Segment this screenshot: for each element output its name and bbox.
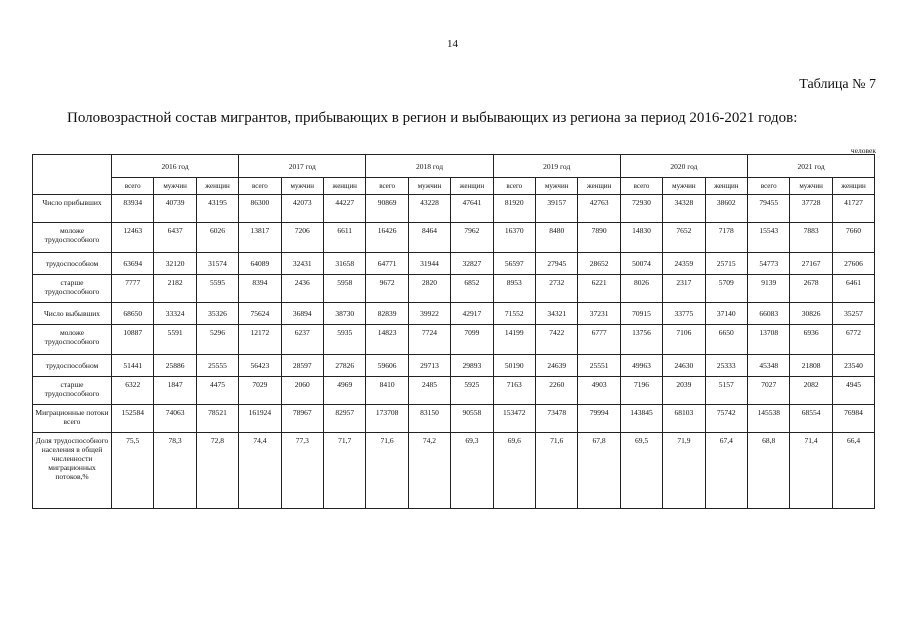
table-cell: 86300 [239, 195, 281, 223]
table-cell: 28652 [578, 253, 620, 275]
table-cell: 82957 [323, 405, 365, 433]
table-cell: 37728 [790, 195, 832, 223]
table-cell: 41727 [832, 195, 874, 223]
table-cell: 38602 [705, 195, 747, 223]
table-cell: 34328 [663, 195, 705, 223]
table-cell: 6437 [154, 223, 196, 253]
table-cell: 31574 [196, 253, 238, 275]
sub-header: всего [366, 178, 408, 195]
table-cell: 66,4 [832, 433, 874, 509]
table-cell: 7660 [832, 223, 874, 253]
table-cell: 8464 [408, 223, 450, 253]
table-cell: 71,9 [663, 433, 705, 509]
table-cell: 6026 [196, 223, 238, 253]
table-cell: 24359 [663, 253, 705, 275]
table-cell: 56423 [239, 355, 281, 377]
table-cell: 82839 [366, 303, 408, 325]
table-cell: 25715 [705, 253, 747, 275]
table-cell: 14830 [620, 223, 662, 253]
table-cell: 49963 [620, 355, 662, 377]
table-cell: 1847 [154, 377, 196, 405]
table-cell: 6772 [832, 325, 874, 355]
table-row [33, 303, 875, 325]
table-cell: 35326 [196, 303, 238, 325]
sub-header: мужчин [663, 178, 705, 195]
table-cell: 30826 [790, 303, 832, 325]
table-cell: 83934 [112, 195, 154, 223]
table-cell: 27826 [323, 355, 365, 377]
table-cell: 9139 [748, 275, 790, 303]
table-cell: 5925 [451, 377, 493, 405]
table-cell: 6611 [323, 223, 365, 253]
table-cell: 71,6 [536, 433, 578, 509]
table-cell: 2317 [663, 275, 705, 303]
table-cell: 8394 [239, 275, 281, 303]
table-cell: 81920 [493, 195, 535, 223]
sub-header: женщин [578, 178, 620, 195]
page-number: 14 [447, 38, 458, 50]
table-cell: 40739 [154, 195, 196, 223]
table-cell: 32120 [154, 253, 196, 275]
table-cell: 33775 [663, 303, 705, 325]
table-cell: 25551 [578, 355, 620, 377]
table-cell: 37231 [578, 303, 620, 325]
table-cell: 32431 [281, 253, 323, 275]
table-cell: 13756 [620, 325, 662, 355]
table-cell: 39922 [408, 303, 450, 325]
table-label: Таблица № 7 [799, 77, 876, 92]
table-cell: 16426 [366, 223, 408, 253]
table-cell: 64089 [239, 253, 281, 275]
table-cell: 25555 [196, 355, 238, 377]
row-label: Число выбывших [33, 303, 112, 325]
table-cell: 2060 [281, 377, 323, 405]
table-cell: 2732 [536, 275, 578, 303]
table-cell: 4945 [832, 377, 874, 405]
table-cell: 7883 [790, 223, 832, 253]
table-cell: 90869 [366, 195, 408, 223]
table-cell: 64771 [366, 253, 408, 275]
table-cell: 59606 [366, 355, 408, 377]
table-cell: 4475 [196, 377, 238, 405]
row-label: старше трудоспособного [33, 377, 112, 405]
table-cell: 66083 [748, 303, 790, 325]
table-cell: 24639 [536, 355, 578, 377]
table-cell: 2678 [790, 275, 832, 303]
sub-header: женщин [196, 178, 238, 195]
table-cell: 56597 [493, 253, 535, 275]
table-cell: 5958 [323, 275, 365, 303]
sub-header: женщин [451, 178, 493, 195]
table-cell: 31658 [323, 253, 365, 275]
table-cell: 4969 [323, 377, 365, 405]
unit-label: человек [850, 146, 876, 155]
year-header: 2020 год [620, 155, 747, 178]
table-cell: 2039 [663, 377, 705, 405]
table-cell: 28597 [281, 355, 323, 377]
table-cell: 42073 [281, 195, 323, 223]
table-row [33, 223, 875, 253]
table-cell: 54773 [748, 253, 790, 275]
table-cell: 74,2 [408, 433, 450, 509]
table-row [33, 195, 875, 223]
sub-header: женщин [705, 178, 747, 195]
year-header: 2016 год [112, 155, 239, 178]
table-cell: 5157 [705, 377, 747, 405]
row-label: трудоспособном [33, 355, 112, 377]
sub-header: мужчин [408, 178, 450, 195]
table-cell: 35257 [832, 303, 874, 325]
table-cell: 67,8 [578, 433, 620, 509]
sub-header: мужчин [154, 178, 196, 195]
sub-header: всего [748, 178, 790, 195]
table-cell: 5595 [196, 275, 238, 303]
table-cell: 29713 [408, 355, 450, 377]
table-cell: 70915 [620, 303, 662, 325]
table-cell: 10887 [112, 325, 154, 355]
table-cell: 33324 [154, 303, 196, 325]
table-cell: 8953 [493, 275, 535, 303]
table-cell: 7178 [705, 223, 747, 253]
table-cell: 7027 [748, 377, 790, 405]
table-cell: 74063 [154, 405, 196, 433]
table-cell: 69,3 [451, 433, 493, 509]
row-label: моложе трудоспособного [33, 325, 112, 355]
row-label: моложе трудоспособного [33, 223, 112, 253]
table-cell: 6322 [112, 377, 154, 405]
table-cell: 8480 [536, 223, 578, 253]
table-cell: 9672 [366, 275, 408, 303]
table-cell: 7206 [281, 223, 323, 253]
document-title: Половозрастной состав мигрантов, прибывающих в регион и выбывающих из региона за период 2016-2021 годов: [67, 110, 798, 126]
table-cell: 25886 [154, 355, 196, 377]
year-header: 2021 год [748, 155, 875, 178]
table-cell: 173708 [366, 405, 408, 433]
table-cell: 32827 [451, 253, 493, 275]
table-cell: 25333 [705, 355, 747, 377]
table-cell: 72930 [620, 195, 662, 223]
table-cell: 152584 [112, 405, 154, 433]
table-cell: 50190 [493, 355, 535, 377]
table-cell: 8026 [620, 275, 662, 303]
table-cell: 13708 [748, 325, 790, 355]
table-row [33, 433, 875, 509]
table-cell: 27945 [536, 253, 578, 275]
table-row [33, 355, 875, 377]
table-cell: 68,8 [748, 433, 790, 509]
table-cell: 68650 [112, 303, 154, 325]
table-cell: 5296 [196, 325, 238, 355]
table-cell: 14199 [493, 325, 535, 355]
row-label: Число прибывших [33, 195, 112, 223]
header-corner [33, 155, 112, 195]
table-cell: 14823 [366, 325, 408, 355]
table-cell: 78967 [281, 405, 323, 433]
table-cell: 7196 [620, 377, 662, 405]
table-cell: 39157 [536, 195, 578, 223]
table-cell: 2485 [408, 377, 450, 405]
table-cell: 7962 [451, 223, 493, 253]
table-cell: 7777 [112, 275, 154, 303]
table-cell: 44227 [323, 195, 365, 223]
table-row [33, 275, 875, 303]
table-cell: 145538 [748, 405, 790, 433]
table-cell: 143845 [620, 405, 662, 433]
table-row [33, 405, 875, 433]
table-cell: 71,4 [790, 433, 832, 509]
table-cell: 7029 [239, 377, 281, 405]
table-cell: 75742 [705, 405, 747, 433]
table-cell: 74,4 [239, 433, 281, 509]
table-cell: 78,3 [154, 433, 196, 509]
table-cell: 79455 [748, 195, 790, 223]
table-cell: 2082 [790, 377, 832, 405]
table-cell: 76984 [832, 405, 874, 433]
table-cell: 34321 [536, 303, 578, 325]
table-cell: 2182 [154, 275, 196, 303]
table-cell: 5935 [323, 325, 365, 355]
table-cell: 63694 [112, 253, 154, 275]
table-cell: 2820 [408, 275, 450, 303]
table-cell: 6936 [790, 325, 832, 355]
table-cell: 75624 [239, 303, 281, 325]
table-cell: 6461 [832, 275, 874, 303]
table-cell: 73478 [536, 405, 578, 433]
table-cell: 68554 [790, 405, 832, 433]
table-cell: 23540 [832, 355, 874, 377]
sub-header: всего [239, 178, 281, 195]
table-cell: 12172 [239, 325, 281, 355]
table-cell: 42763 [578, 195, 620, 223]
table-cell: 36894 [281, 303, 323, 325]
table-cell: 43228 [408, 195, 450, 223]
sub-header: женщин [323, 178, 365, 195]
table-cell: 90558 [451, 405, 493, 433]
table-cell: 29893 [451, 355, 493, 377]
table-cell: 27606 [832, 253, 874, 275]
table-cell: 72,8 [196, 433, 238, 509]
sub-header: всего [112, 178, 154, 195]
sub-header: всего [493, 178, 535, 195]
table-cell: 42917 [451, 303, 493, 325]
table-cell: 5591 [154, 325, 196, 355]
table-cell: 38730 [323, 303, 365, 325]
migration-table [32, 154, 875, 509]
table-cell: 7163 [493, 377, 535, 405]
table-cell: 71,6 [366, 433, 408, 509]
table-cell: 2260 [536, 377, 578, 405]
year-header: 2018 год [366, 155, 493, 178]
row-label: Доля трудоспособного населения в общей численности миграционных потоков,% [33, 433, 112, 509]
table-cell: 67,4 [705, 433, 747, 509]
table-cell: 68103 [663, 405, 705, 433]
table-row [33, 253, 875, 275]
table-cell: 6777 [578, 325, 620, 355]
table-cell: 83150 [408, 405, 450, 433]
table-cell: 6221 [578, 275, 620, 303]
table-cell: 37140 [705, 303, 747, 325]
table-cell: 69,5 [620, 433, 662, 509]
table-cell: 69,6 [493, 433, 535, 509]
table-cell: 71,7 [323, 433, 365, 509]
table-cell: 16370 [493, 223, 535, 253]
table-cell: 50074 [620, 253, 662, 275]
table-cell: 78521 [196, 405, 238, 433]
table-cell: 8410 [366, 377, 408, 405]
table-cell: 4903 [578, 377, 620, 405]
sub-header: мужчин [790, 178, 832, 195]
table-cell: 7099 [451, 325, 493, 355]
table-cell: 161924 [239, 405, 281, 433]
table-cell: 71552 [493, 303, 535, 325]
table-cell: 7724 [408, 325, 450, 355]
table-cell: 153472 [493, 405, 535, 433]
table-cell: 15543 [748, 223, 790, 253]
sub-header: всего [620, 178, 662, 195]
table-cell: 12463 [112, 223, 154, 253]
table-cell: 13817 [239, 223, 281, 253]
table-cell: 77,3 [281, 433, 323, 509]
table-cell: 27167 [790, 253, 832, 275]
row-label: трудоспособном [33, 253, 112, 275]
row-label: Миграционные потоки всего [33, 405, 112, 433]
table-cell: 6852 [451, 275, 493, 303]
table-cell: 21808 [790, 355, 832, 377]
table-cell: 7890 [578, 223, 620, 253]
sub-header: мужчин [536, 178, 578, 195]
table-cell: 5709 [705, 275, 747, 303]
table-row [33, 325, 875, 355]
table-cell: 75,5 [112, 433, 154, 509]
table-cell: 24630 [663, 355, 705, 377]
sub-header: женщин [832, 178, 874, 195]
table-cell: 43195 [196, 195, 238, 223]
table-cell: 47641 [451, 195, 493, 223]
year-header: 2019 год [493, 155, 620, 178]
table-cell: 7422 [536, 325, 578, 355]
table-cell: 51441 [112, 355, 154, 377]
table-row [33, 377, 875, 405]
year-header: 2017 год [239, 155, 366, 178]
table-cell: 79994 [578, 405, 620, 433]
table-cell: 45348 [748, 355, 790, 377]
table-cell: 6237 [281, 325, 323, 355]
row-label: старше трудоспособного [33, 275, 112, 303]
table-cell: 31944 [408, 253, 450, 275]
table-cell: 6650 [705, 325, 747, 355]
sub-header: мужчин [281, 178, 323, 195]
table-cell: 2436 [281, 275, 323, 303]
table-cell: 7652 [663, 223, 705, 253]
table-cell: 7106 [663, 325, 705, 355]
